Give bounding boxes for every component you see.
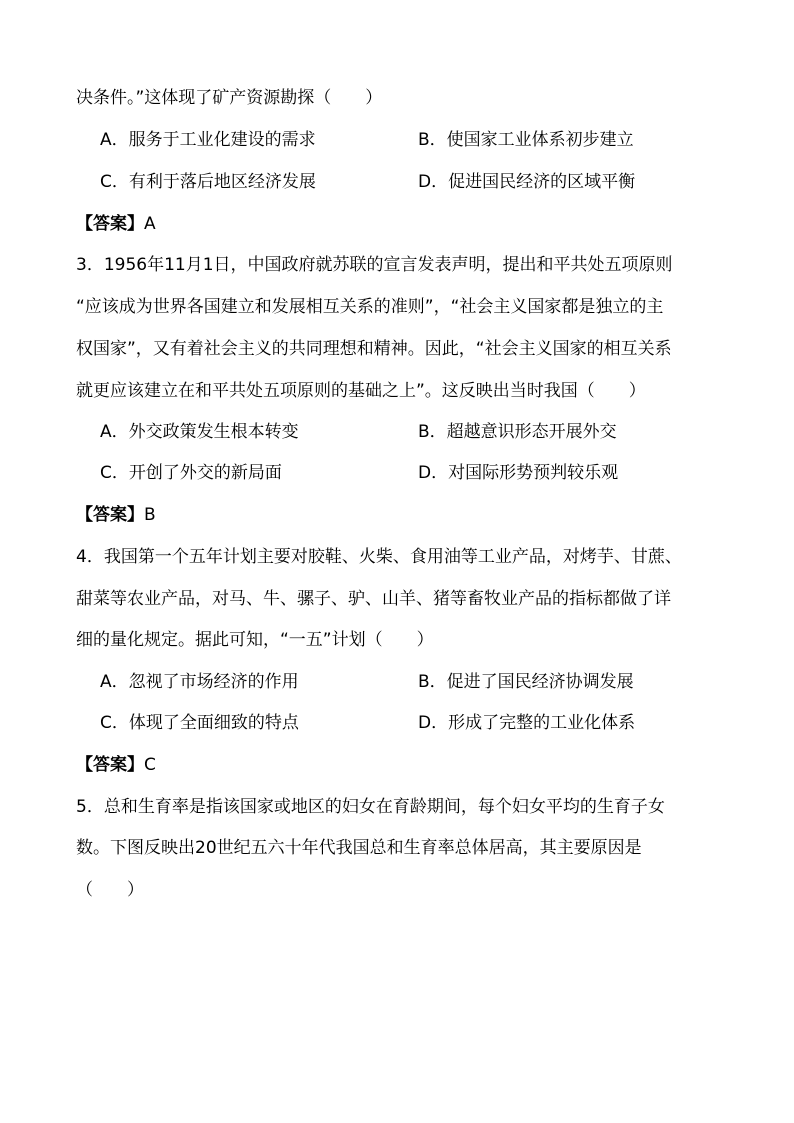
q4-answer — [76, 753, 156, 777]
q3-stem-line-4: 就更应该建立在和平共处五项原则的基础之上”。这反映出当时我国（ ） — [76, 381, 646, 401]
q2-answer-value: A — [144, 214, 156, 234]
q4-option-a: A．忽视了市场经济的作用 — [100, 672, 299, 692]
q3-stem-line-3: 权国家”，又有着社会主义的共同理想和精神。因此，“社会主义国家的相互关系 — [76, 339, 672, 359]
q5-stem-line-1: 5．总和生育率是指该国家或地区的妇女在育龄期间，每个妇女平均的生育子女 — [76, 797, 665, 817]
q3-option-c: C．开创了外交的新局面 — [100, 463, 282, 483]
q2-stem-tail: 决条件。”这体现了矿产资源勘探（ ） — [76, 88, 383, 108]
q3-option-d: D．对国际形势预判较乐观 — [418, 463, 619, 483]
q4-stem-line-1: 4．我国第一个五年计划主要对胶鞋、火柴、食用油等工业产品，对烤芋、甘蔗、 — [76, 547, 682, 567]
q3-stem-line-2: “应该成为世界各国建立和发展相互关系的准则”，“社会主义国家都是独立的主 — [76, 297, 664, 317]
q4-stem-line-2: 甜菜等农业产品，对马、牛、骡子、驴、山羊、猪等畜牧业产品的指标都做了详 — [76, 589, 671, 609]
q4-option-b: B．促进了国民经济协调发展 — [418, 672, 634, 692]
q4-option-c: C．体现了全面细致的特点 — [100, 713, 299, 733]
q2-answer — [76, 212, 156, 236]
q4-option-d: D．形成了完整的工业化体系 — [418, 713, 636, 733]
q2-option-c: C．有利于落后地区经济发展 — [100, 172, 316, 192]
q2-option-d: D．促进国民经济的区域平衡 — [418, 172, 636, 192]
q3-option-b: B．超越意识形态开展外交 — [418, 422, 617, 442]
q4-answer-value: C — [144, 755, 156, 775]
q5-stem-line-2: 数。下图反映出20世纪五六十年代我国总和生育率总体居高，其主要原因是 — [76, 838, 642, 858]
q3-option-a: A．外交政策发生根本转变 — [100, 422, 299, 442]
q2-option-b: B．使国家工业体系初步建立 — [418, 130, 634, 150]
q4-stem-line-3: 细的量化规定。据此可知，“一五”计划（ ） — [76, 630, 434, 650]
q2-answer-label: 【答案】 — [76, 214, 144, 234]
q3-answer-label: 【答案】 — [76, 505, 144, 525]
q4-answer-label: 【答案】 — [76, 755, 144, 775]
q3-answer-value: B — [144, 505, 156, 525]
q5-stem-line-3: （ ） — [76, 880, 144, 900]
q3-stem-line-1: 3．1956年11月1日，中国政府就苏联的宣言发表声明，提出和平共处五项原则 — [76, 255, 673, 275]
q2-option-a: A．服务于工业化建设的需求 — [100, 130, 316, 150]
q3-answer — [76, 503, 156, 527]
